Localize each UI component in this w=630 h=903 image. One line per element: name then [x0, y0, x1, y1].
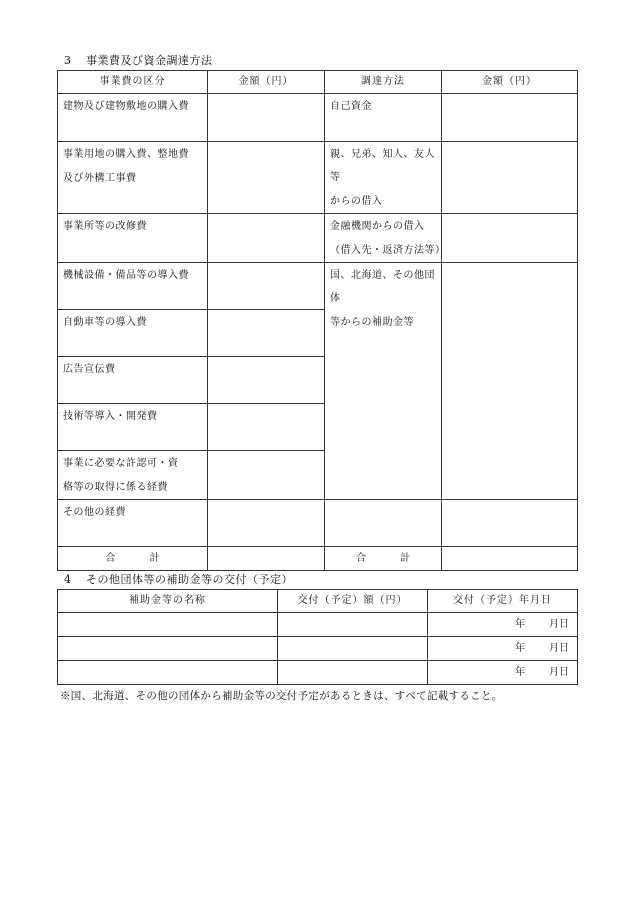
expense-row-renovation — [58, 214, 208, 263]
funding-amount-input[interactable] — [442, 263, 578, 500]
funding-total-amount[interactable] — [442, 547, 578, 571]
total-char-2: 計 — [149, 553, 160, 564]
subsidy-date-input[interactable] — [428, 613, 578, 637]
subsidy-amount-input[interactable] — [278, 637, 428, 661]
expense-amount-input[interactable] — [208, 263, 325, 310]
section4-number: 4 — [64, 573, 72, 586]
funding-row-bank-loan — [325, 214, 446, 263]
expense-amount-input[interactable] — [208, 357, 325, 404]
section3-title: 事業費及び資金調達方法 — [86, 54, 213, 67]
subsidy-amount-input[interactable] — [278, 661, 428, 685]
expense-row-building — [58, 94, 208, 142]
expense-label: 広告宣伝費 — [63, 364, 116, 375]
month-unit: 月 — [549, 619, 559, 630]
funding-empty-cell[interactable] — [325, 500, 442, 547]
header-amount-right: 金額（円） — [442, 71, 578, 94]
header-subsidy-date: 交付（予定）年月日 — [428, 590, 578, 613]
expense-row-vehicles — [58, 310, 208, 357]
expense-row-technology — [58, 404, 208, 451]
expense-amount-input[interactable] — [208, 451, 325, 500]
subsidy-name-input[interactable] — [58, 637, 278, 661]
year-unit: 年 — [515, 667, 525, 678]
month-unit: 月 — [549, 667, 559, 678]
expense-label: 機械設備・備品等の導入費 — [63, 270, 189, 281]
expense-label: 技術等導入・開発費 — [63, 411, 158, 422]
expense-amount-input[interactable] — [208, 142, 325, 214]
header-category: 事業費の区分 — [58, 71, 208, 94]
expense-row-advertising — [58, 357, 208, 404]
section4-heading — [64, 571, 293, 587]
expense-label-line1: 事業用地の購入費、整地費 — [63, 149, 189, 160]
expense-row-land — [58, 142, 208, 214]
funding-amount-input[interactable] — [442, 142, 578, 214]
funding-row-family-loan — [325, 142, 442, 214]
funding-row-subsidy — [325, 263, 442, 500]
subsidy-name-input[interactable] — [58, 661, 278, 685]
header-amount-left: 金額（円） — [208, 71, 325, 94]
subsidy-name-input[interactable] — [58, 613, 278, 637]
funding-label-line1: 国、北海道、その他団体 — [330, 270, 435, 304]
funding-amount-input[interactable] — [442, 214, 578, 263]
expense-label: その他の経費 — [63, 507, 126, 518]
day-unit: 日 — [559, 667, 569, 678]
expense-amount-input[interactable] — [208, 214, 325, 263]
year-unit: 年 — [515, 619, 525, 630]
expense-amount-input[interactable] — [208, 404, 325, 451]
funding-table — [57, 70, 578, 571]
subsidy-table — [57, 589, 578, 685]
funding-label-line2: （借入先・返済方法等） — [330, 245, 446, 256]
funding-amount-input[interactable] — [442, 500, 578, 547]
funding-amount-input[interactable] — [442, 94, 578, 142]
expense-label: 自動車等の導入費 — [63, 317, 147, 328]
year-unit: 年 — [515, 643, 525, 654]
expense-label-line2: 及び外構工事費 — [63, 173, 137, 184]
expense-row-other — [58, 500, 208, 547]
subsidy-date-input[interactable] — [428, 637, 578, 661]
funding-row-own-funds — [325, 94, 442, 142]
expense-label: 建物及び建物敷地の購入費 — [63, 101, 189, 112]
expense-amount-input[interactable] — [208, 94, 325, 142]
expense-label-line2: 格等の取得に係る経費 — [63, 482, 168, 493]
header-method: 調達方法 — [325, 71, 442, 94]
section3-number: 3 — [64, 54, 72, 67]
expense-row-equipment — [58, 263, 208, 310]
header-subsidy-name: 補助金等の名称 — [58, 590, 278, 613]
section3-heading — [64, 52, 213, 68]
subsidy-amount-input[interactable] — [278, 613, 428, 637]
funding-label-line2: 等からの補助金等 — [330, 317, 414, 328]
month-unit: 月 — [549, 643, 559, 654]
header-subsidy-amount: 交付（予定）額（円） — [278, 590, 428, 613]
section4-title: その他団体等の補助金等の交付（予定） — [86, 573, 293, 586]
expense-label-line1: 事業に必要な許認可・資 — [63, 458, 179, 469]
subsidy-date-input[interactable] — [428, 661, 578, 685]
expense-amount-input[interactable] — [208, 500, 325, 547]
day-unit: 日 — [559, 643, 569, 654]
expense-amount-input[interactable] — [208, 310, 325, 357]
subsidy-note: ※国、北海道、その他の団体から補助金等の交付予定があるときは、すべて記載すること。 — [60, 690, 503, 702]
total-char-1: 合 — [105, 553, 116, 564]
expense-total-amount[interactable] — [208, 547, 325, 571]
day-unit: 日 — [559, 619, 569, 630]
expense-row-permits — [58, 451, 208, 500]
funding-total-label — [325, 547, 442, 571]
funding-label-line1: 親、兄弟、知人、友人等 — [330, 149, 435, 183]
funding-label-line1: 金融機関からの借入 — [330, 221, 425, 232]
total-char-2: 計 — [400, 553, 410, 564]
total-char-1: 合 — [356, 553, 366, 564]
funding-label-line2: からの借入 — [330, 196, 383, 207]
expense-label: 事業所等の改修費 — [63, 221, 147, 232]
funding-label: 自己資金 — [330, 101, 372, 112]
expense-total-label — [58, 547, 208, 571]
